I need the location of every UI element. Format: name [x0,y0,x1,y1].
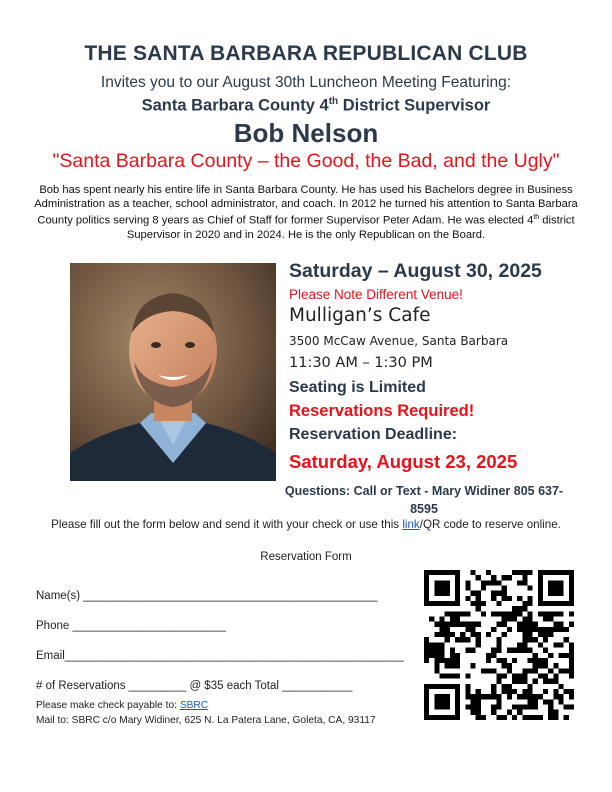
venue-name: Mulligan’s Cafe [289,305,431,326]
name-field: Name(s) ______________________________________________ [36,590,378,602]
reservations-count-field: # of Reservations _________ @ $35 each Total ___________ [36,680,353,692]
questions-contact: Questions: Call or Text - Mary Widiner 805 637-8595 [284,484,564,516]
invitation-line: Invites you to our August 30th Luncheon Meeting Featuring: [100,74,512,91]
club-title: THE SANTA BARBARA REPUBLICAN CLUB [84,42,528,65]
speaker-name: Bob Nelson [233,118,379,148]
phone-field: Phone ________________________ [36,620,226,632]
reservation-form-title: Reservation Form [260,551,352,563]
venue-address: 3500 McCaw Avenue, Santa Barbara [289,334,509,348]
event-time: 11:30 AM – 1:30 PM [289,355,433,371]
sbrc-link[interactable]: SBRC [179,700,209,711]
talk-topic: "Santa Barbara County – the Good, the Bad, and the Ugly" [52,150,560,172]
form-instructions: Please fill out the form below and send it with your check or use this link/QR code to reserve online. [51,518,561,531]
email-field: Email_____________________________________________________ [36,650,404,662]
mailing-address: Mail to: SBRC c/o Mary Widiner, 625 N. La Patera Lane, Goleta, CA, 93117 [36,715,376,726]
check-payable-note: Please make check payable to: SBRC [36,700,209,711]
event-date: Saturday – August 30, 2025 [289,260,542,282]
seating-note: Seating is Limited [289,379,426,396]
speaker-bio: Bob has spent nearly his entire life in Santa Barbara County. He has used his Bachelors degree in Business Administration as a teacher, school administrator, and coach. In 2012 he turned his attention to Santa Barbara County politics serving 8 years as Chief of Staff for former Supervisor Peter Adam. He was elected 4th district Supervisor in 2020 and in 2024. He is the only Republican on the Board. [34,184,578,242]
venue-note: Please Note Different Venue! [289,287,463,302]
qr-code[interactable] [424,570,574,720]
deadline-label: Reservation Deadline: [289,426,458,443]
deadline-date: Saturday, August 23, 2025 [289,451,518,472]
speaker-subtitle: Santa Barbara County 4th District Supervisor [141,96,491,115]
reservations-required: Reservations Required! [289,402,475,420]
reservation-link[interactable]: link [402,518,420,531]
speaker-photo [70,263,276,481]
